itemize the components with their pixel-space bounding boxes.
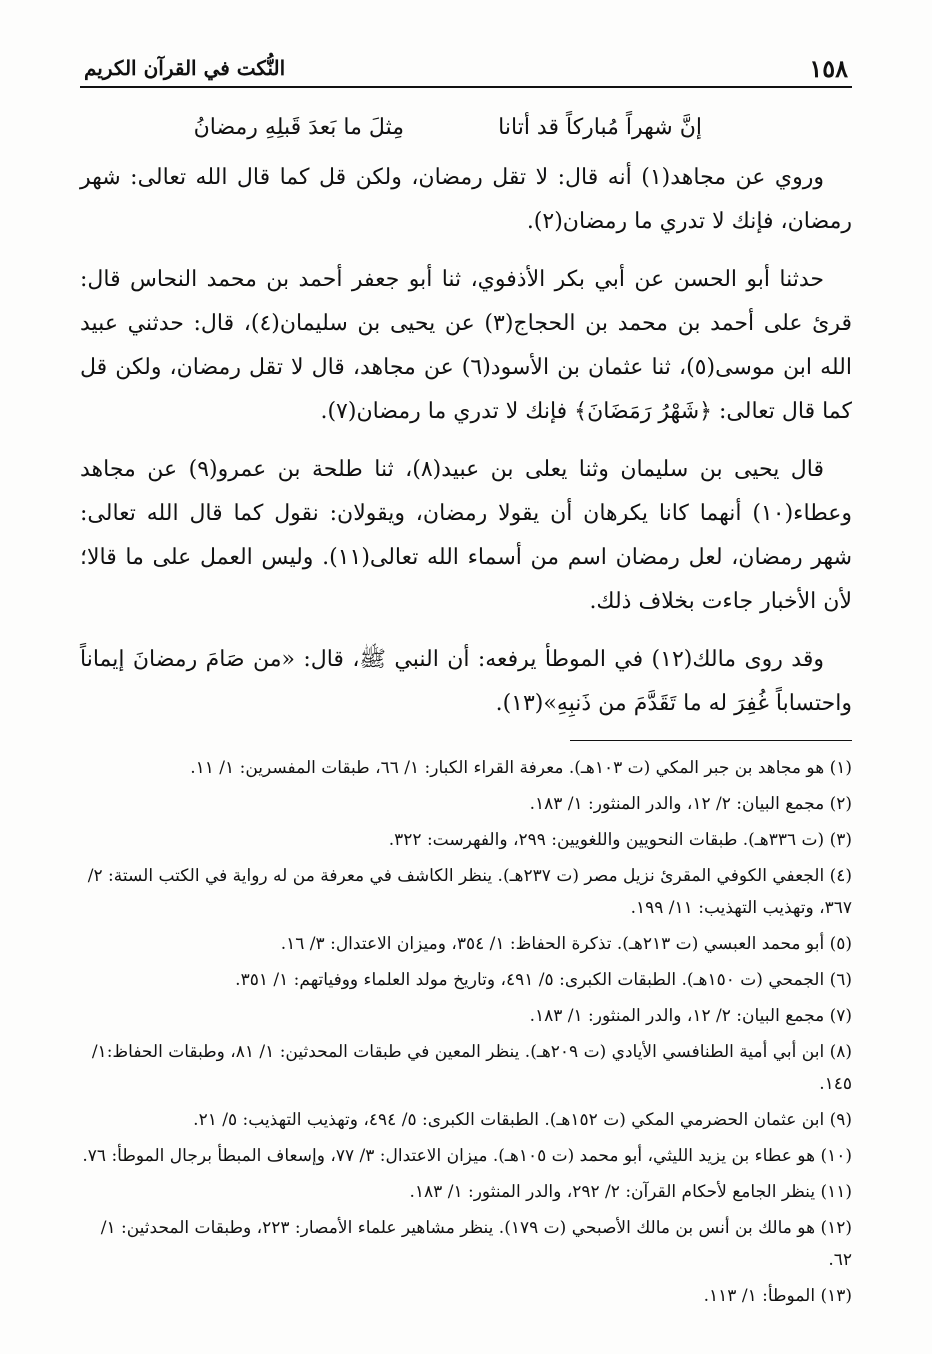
footnote: (١٣) الموطأ: ١/ ١١٣.	[703, 1286, 852, 1306]
footnote: (٤) الجعفي الكوفي المقرئ نزيل مصر (ت ٢٣٧هـ). ينظر الكاشف في معرفة من له رواية في الكتب الستة: ٢/ ٣٦٧، وتهذيب التهذيب: ١١/ ١٩٩.	[87, 866, 852, 918]
footnote: (٧) مجمع البيان: ٢/ ١٢، والدر المنثور: ١/ ١٨٣.	[529, 1006, 852, 1026]
main-text	[80, 104, 852, 740]
book-title: النُّكت في القرآن الكريم	[84, 56, 286, 80]
footnote: (٦) الجمحي (ت ١٥٠هـ). الطبقات الكبرى: ٥/ ٤٩١، وتاريخ مولد العلماء ووفياتهم: ١/ ٣٥١.	[235, 970, 852, 990]
footnote: (١) هو مجاهد بن جبر المكي (ت ١٠٣هـ). معرفة القراء الكبار: ١/ ٦٦، طبقات المفسرين: ١/ ١١.	[190, 758, 852, 778]
footnote: (١٢) هو مالك بن أنس بن مالك الأصبحي (ت ١٧٩). ينظر مشاهير علماء الأمصار: ٢٢٣، وطبقات المحدثين: ١/ ٦٢.	[100, 1218, 852, 1270]
page-number: ١٥٨	[809, 54, 848, 83]
poem-left-hemistich: مِثلَ ما بَعدَ قَبلِهِ رمضانُ	[193, 115, 404, 140]
paragraph-malik-hadith: وقد روى مالك(١٢) في الموطأ يرفعه: أن النبي ﷺ، قال: «من صَامَ رمضانَ إيماناً واحتساباً غُفِرَ له ما تَقَدَّمَ من ذَنبِهِ»(١٣).	[80, 647, 852, 716]
footnote: (٣) (ت ٣٣٦هـ). طبقات النحويين واللغويين: ٢٩٩، والفهرست: ٣٢٢.	[388, 830, 852, 850]
footnote: (٩) ابن عثمان الحضرمي المكي (ت ١٥٢هـ). الطبقات الكبرى: ٥/ ٤٩٤، وتهذيب التهذيب: ٥/ ٢١.	[193, 1110, 852, 1130]
paragraph-isnad: حدثنا أبو الحسن عن أبي بكر الأذفوي، ثنا أبو جعفر أحمد بن محمد النحاس قال: قرئ على أحمد بن محمد بن الحجاج(٣) عن يحيى بن سليمان(٤)، قال: حدثني عبيد الله ابن موسى(٥)، ثنا عثمان بن الأسود(٦) عن مجاهد، قال لا تقل رمضان، ولكن قل كما قال تعالى: ﴿شَهْرُ رَمَضَانَ﴾ فإنك لا تدري ما رمضان(٧).	[80, 267, 852, 424]
poem-right-hemistich: إنَّ شهراً مُباركاً قد أتانا	[498, 115, 702, 140]
footnote: (١٠) هو عطاء بن يزيد الليثي، أبو محمد (ت ١٠٥هـ). ميزان الاعتدال: ٣/ ٧٧، وإسعاف المبطأ برجال الموطأ: ٧٦.	[82, 1146, 852, 1166]
footnote: (٥) أبو محمد العبسي (ت ٢١٣هـ). تذكرة الحفاظ: ١/ ٣٥٤، وميزان الاعتدال: ٣/ ١٦.	[280, 934, 852, 954]
running-header	[80, 50, 852, 88]
footnote: (٢) مجمع البيان: ٢/ ١٢، والدر المنثور: ١/ ١٨٣.	[529, 794, 852, 814]
footnote-divider	[570, 740, 852, 741]
footnote: (١١) ينظر الجامع لأحكام القرآن: ٢/ ٢٩٢، والدر المنثور: ١/ ١٨٣.	[409, 1182, 852, 1202]
paragraph-yahya: قال يحيى بن سليمان وثنا يعلى بن عبيد(٨)، ثنا طلحة بن عمرو(٩) عن مجاهد وعطاء(١٠) أنهما كانا يكرهان أن يقولا رمضان، ويقولان: نقول كما قال الله تعالى: شهر رمضان، لعل رمضان اسم من أسماء الله تعالى(١١). وليس العمل على ما قالا؛ لأن الأخبار جاءت بخلاف ذلك.	[80, 457, 853, 614]
footnotes	[80, 752, 852, 1316]
footnote: (٨) ابن أبي أمية الطنافسي الأيادي (ت ٢٠٩هـ). ينظر المعين في طبقات المحدثين: ١/ ٨١، وطبقات الحفاظ:١/ ١٤٥.	[91, 1042, 852, 1094]
poem-verse	[80, 104, 852, 156]
paragraph-mujahid: وروي عن مجاهد(١) أنه قال: لا تقل رمضان، ولكن قل كما قال الله تعالى: شهر رمضان، فإنك لا تدري ما رمضان(٢).	[80, 165, 852, 234]
